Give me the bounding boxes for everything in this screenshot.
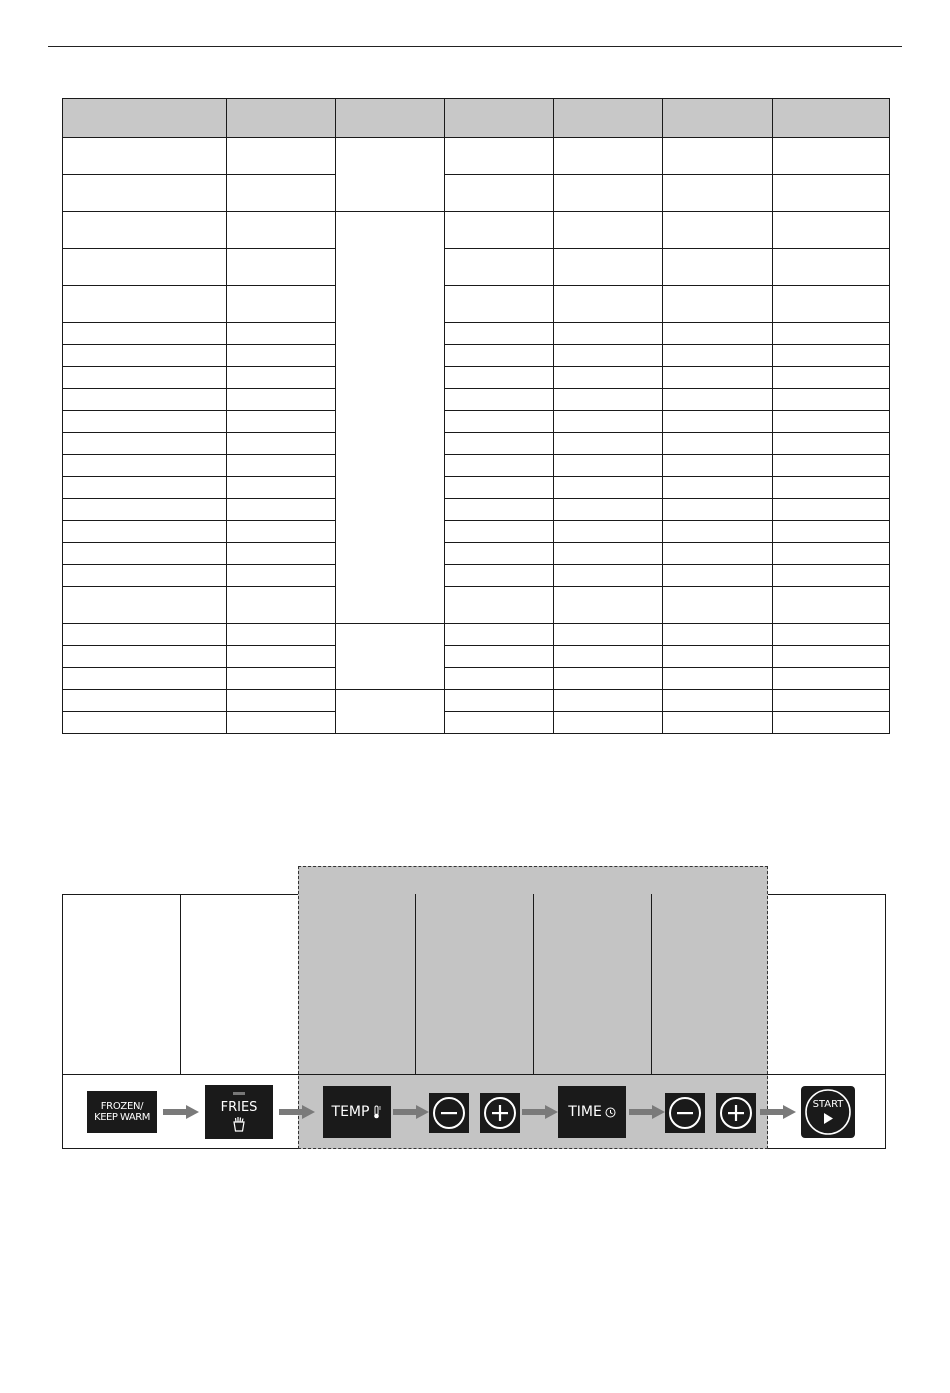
table-cell: [663, 499, 773, 521]
table-cell: [663, 668, 773, 690]
table-cell: [445, 712, 554, 734]
table-cell: [773, 668, 890, 690]
table-cell: [336, 212, 445, 624]
table-cell: [63, 286, 227, 323]
table-cell: [773, 249, 890, 286]
temp-button[interactable]: [323, 1086, 391, 1138]
table-cell: [227, 138, 336, 175]
time-decrease-button[interactable]: [665, 1093, 705, 1133]
table-cell: [663, 624, 773, 646]
header-cell: [336, 99, 445, 138]
table-cell: [663, 646, 773, 668]
table-row: [63, 367, 890, 389]
table-cell: [773, 690, 890, 712]
table-cell: [227, 286, 336, 323]
frozen-keep-warm-button[interactable]: [87, 1091, 157, 1133]
table-cell: [554, 565, 663, 587]
steps-divider: [62, 1074, 886, 1075]
table-row: [63, 668, 890, 690]
table-row: [63, 249, 890, 286]
table-cell: [663, 345, 773, 367]
table-cell: [663, 690, 773, 712]
temp-label: TEMP: [331, 1104, 370, 1120]
table-cell: [554, 212, 663, 249]
table-cell: [663, 433, 773, 455]
table-cell: [554, 323, 663, 345]
table-cell: [773, 212, 890, 249]
table-cell: [445, 323, 554, 345]
table-cell: [663, 543, 773, 565]
table-cell: [663, 521, 773, 543]
table-row: [63, 712, 890, 734]
table-cell: [554, 138, 663, 175]
table-cell: [663, 411, 773, 433]
table-cell: [554, 389, 663, 411]
table-cell: [663, 367, 773, 389]
table-cell: [227, 455, 336, 477]
table-cell: [663, 389, 773, 411]
table-cell: [445, 499, 554, 521]
table-cell: [63, 587, 227, 624]
table-cell: [663, 477, 773, 499]
table-cell: [663, 175, 773, 212]
table-cell: [63, 411, 227, 433]
table-cell: [663, 138, 773, 175]
play-icon: [823, 1113, 833, 1124]
table-row: [63, 565, 890, 587]
arrow-right-icon: [279, 1105, 315, 1119]
table-cell: [63, 690, 227, 712]
table-cell: [63, 646, 227, 668]
table-cell: [227, 249, 336, 286]
table-cell: [773, 286, 890, 323]
table-cell: [445, 690, 554, 712]
table-cell: [663, 249, 773, 286]
table-cell: [773, 477, 890, 499]
table-cell: [554, 668, 663, 690]
table-cell: [554, 477, 663, 499]
table-cell: [554, 499, 663, 521]
table-cell: [773, 323, 890, 345]
top-rule: [48, 46, 902, 47]
table-cell: [445, 367, 554, 389]
cooking-table: [62, 98, 890, 734]
table-cell: [227, 175, 336, 212]
table-cell: [227, 345, 336, 367]
table-cell: [554, 543, 663, 565]
table-cell: [554, 249, 663, 286]
table-cell: [773, 433, 890, 455]
table-cell: [773, 499, 890, 521]
table-cell: [773, 624, 890, 646]
table-cell: [554, 712, 663, 734]
table-cell: [445, 175, 554, 212]
table-cell: [445, 345, 554, 367]
table-cell: [773, 521, 890, 543]
table-cell: [63, 499, 227, 521]
header-cell: [63, 99, 227, 138]
table-cell: [227, 690, 336, 712]
table-cell: [63, 367, 227, 389]
table-cell: [445, 286, 554, 323]
table-row: [63, 323, 890, 345]
table-cell: [445, 433, 554, 455]
table-cell: [445, 646, 554, 668]
table-cell: [554, 175, 663, 212]
table-cell: [445, 212, 554, 249]
table-cell: [554, 455, 663, 477]
keep-warm-label: KEEP WARM: [94, 1111, 150, 1123]
table-cell: [336, 690, 445, 734]
table-cell: [554, 345, 663, 367]
table-row: [63, 646, 890, 668]
table-row: [63, 175, 890, 212]
table-cell: [773, 712, 890, 734]
table-cell: [227, 565, 336, 587]
table-row: [63, 587, 890, 624]
step-column-divider: [180, 894, 181, 1074]
step-column-divider: [651, 894, 652, 1074]
table-cell: [227, 411, 336, 433]
table-cell: [227, 646, 336, 668]
table-cell: [227, 543, 336, 565]
table-cell: [63, 345, 227, 367]
table-cell: [445, 668, 554, 690]
time-label: TIME: [568, 1104, 602, 1120]
table-cell: [445, 389, 554, 411]
table-cell: [227, 668, 336, 690]
table-cell: [445, 455, 554, 477]
indicator-light: [233, 1092, 245, 1095]
minus-icon: [432, 1096, 466, 1130]
table-cell: [773, 543, 890, 565]
table-cell: [445, 624, 554, 646]
table-row: [63, 543, 890, 565]
header-cell: [773, 99, 890, 138]
table-cell: [663, 323, 773, 345]
table-cell: [663, 455, 773, 477]
fries-button[interactable]: [205, 1085, 273, 1139]
table-row: [63, 455, 890, 477]
table-cell: [773, 587, 890, 624]
table-cell: [63, 477, 227, 499]
table-cell: [227, 521, 336, 543]
table-cell: [63, 212, 227, 249]
table-cell: [63, 389, 227, 411]
table-row: [63, 138, 890, 175]
table-cell: [63, 543, 227, 565]
table-row: [63, 499, 890, 521]
thermometer-icon: [372, 1105, 382, 1119]
table-cell: [554, 587, 663, 624]
table-cell: [773, 345, 890, 367]
table-cell: [773, 455, 890, 477]
header-cell: [227, 99, 336, 138]
table-row: [63, 521, 890, 543]
table-cell: [773, 646, 890, 668]
table-cell: [227, 587, 336, 624]
table-cell: [63, 565, 227, 587]
table-cell: [63, 323, 227, 345]
table-cell: [336, 624, 445, 690]
table-cell: [227, 712, 336, 734]
table-row: [63, 690, 890, 712]
table-cell: [445, 521, 554, 543]
table-cell: [554, 646, 663, 668]
frozen-label: FROZEN/: [100, 1100, 144, 1112]
header-cell: [554, 99, 663, 138]
arrow-right-icon: [629, 1105, 665, 1119]
clock-icon: [605, 1107, 616, 1118]
table-row: [63, 286, 890, 323]
plus-icon: [483, 1096, 517, 1130]
table-cell: [554, 286, 663, 323]
table-cell: [63, 521, 227, 543]
header-cell: [445, 99, 554, 138]
table-cell: [663, 712, 773, 734]
start-label: START: [812, 1099, 844, 1110]
table-row: [63, 389, 890, 411]
table-cell: [63, 455, 227, 477]
table-cell: [227, 433, 336, 455]
table-cell: [445, 565, 554, 587]
table-cell: [773, 411, 890, 433]
table-cell: [663, 565, 773, 587]
table-cell: [63, 624, 227, 646]
table-cell: [227, 499, 336, 521]
fries-label: FRIES: [220, 1100, 258, 1115]
table-cell: [227, 323, 336, 345]
table-cell: [63, 433, 227, 455]
table-cell: [773, 367, 890, 389]
arrow-right-icon: [393, 1105, 429, 1119]
table-cell: [773, 138, 890, 175]
table-cell: [663, 212, 773, 249]
fries-icon: [231, 1116, 247, 1132]
table-row: [63, 477, 890, 499]
table-cell: [63, 175, 227, 212]
step-column-divider: [415, 894, 416, 1074]
table-cell: [554, 411, 663, 433]
table-header-row: [63, 99, 890, 138]
table-cell: [773, 389, 890, 411]
table-cell: [554, 367, 663, 389]
table-cell: [227, 389, 336, 411]
table-cell: [663, 587, 773, 624]
table-row: [63, 433, 890, 455]
time-button[interactable]: [558, 1086, 626, 1138]
table-cell: [445, 587, 554, 624]
table-cell: [445, 543, 554, 565]
temp-decrease-button[interactable]: [429, 1093, 469, 1133]
table-cell: [554, 521, 663, 543]
table-cell: [336, 138, 445, 212]
table-cell: [63, 138, 227, 175]
table-cell: [227, 367, 336, 389]
table-cell: [445, 477, 554, 499]
header-cell: [663, 99, 773, 138]
arrow-right-icon: [760, 1105, 796, 1119]
table-cell: [445, 138, 554, 175]
table-cell: [773, 175, 890, 212]
table-cell: [63, 249, 227, 286]
table-cell: [227, 624, 336, 646]
table-cell: [773, 565, 890, 587]
table-row: [63, 411, 890, 433]
start-button[interactable]: [801, 1086, 855, 1138]
plus-icon: [719, 1096, 753, 1130]
step-column-divider: [533, 894, 534, 1074]
table-cell: [663, 286, 773, 323]
arrow-right-icon: [163, 1105, 199, 1119]
table-row: [63, 624, 890, 646]
table-cell: [445, 411, 554, 433]
table-cell: [63, 668, 227, 690]
table-cell: [227, 477, 336, 499]
table-row: [63, 212, 890, 249]
arrow-right-icon: [522, 1105, 558, 1119]
table-cell: [63, 712, 227, 734]
table-row: [63, 345, 890, 367]
table-cell: [554, 433, 663, 455]
minus-icon: [668, 1096, 702, 1130]
table-cell: [445, 249, 554, 286]
table-cell: [227, 212, 336, 249]
table-cell: [554, 624, 663, 646]
table-cell: [554, 690, 663, 712]
time-increase-button[interactable]: [716, 1093, 756, 1133]
temp-increase-button[interactable]: [480, 1093, 520, 1133]
